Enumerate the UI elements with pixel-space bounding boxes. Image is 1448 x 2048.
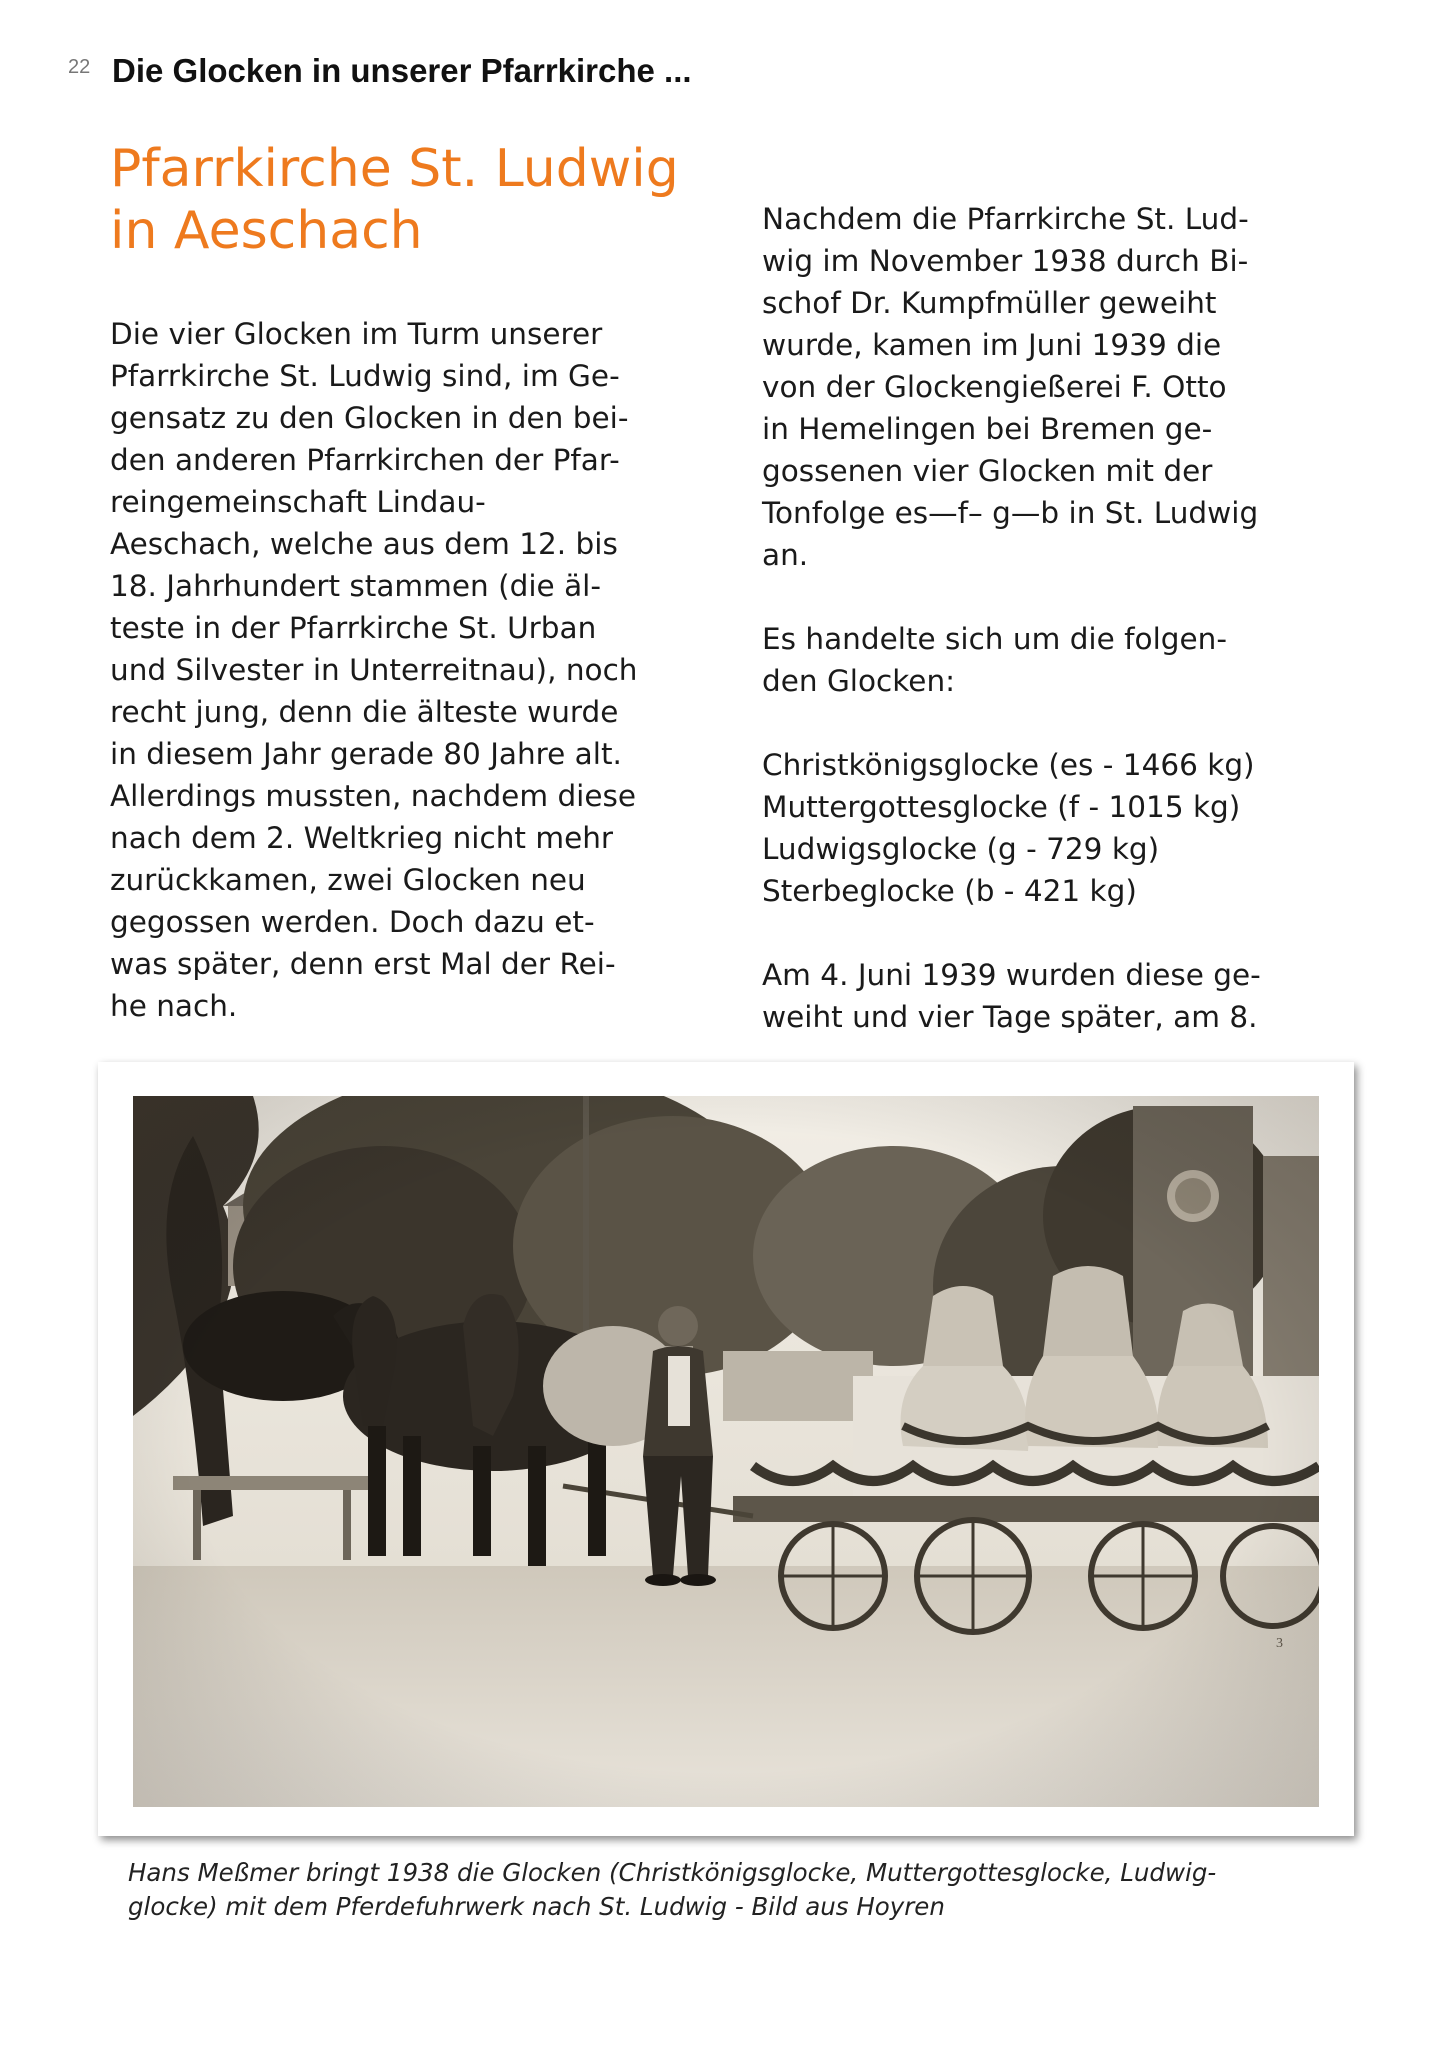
photo-caption [128, 1856, 1328, 1924]
list-intro-paragraph [762, 618, 1362, 702]
text-line: schof Dr. Kumpfmüller geweiht [762, 286, 1217, 320]
text-line: nach dem 2. Weltkrieg nicht mehr [110, 821, 614, 855]
bell-list-item: Muttergottesglocke (f - 1015 kg) [762, 790, 1241, 824]
page-number: 22 [68, 56, 91, 78]
title-line: in Aeschach [110, 201, 423, 261]
text-line: gegossen werden. Doch dazu et- [110, 905, 595, 939]
text-line: Nachdem die Pfarrkirche St. Lud- [762, 202, 1249, 236]
text-line: reingemeinschaft Lindau- [110, 485, 486, 519]
bell-list-item: Ludwigsglocke (g - 729 kg) [762, 832, 1160, 866]
text-line: Aeschach, welche aus dem 12. bis [110, 527, 618, 561]
bell-list-item: Christkönigsglocke (es - 1466 kg) [762, 748, 1255, 782]
title-line: Pfarrkirche St. Ludwig [110, 139, 679, 199]
bell-list [762, 744, 1362, 912]
right-column [762, 198, 1362, 1038]
text-line: 18. Jahrhundert stammen (die äl- [110, 569, 601, 603]
bell-list-item: Sterbeglocke (b - 421 kg) [762, 874, 1137, 908]
text-line: gensatz zu den Glocken in den bei- [110, 401, 629, 435]
closing-paragraph [762, 954, 1362, 1038]
paragraph-gap [762, 576, 1362, 618]
text-line: Es handelte sich um die folgen- [762, 622, 1227, 656]
paragraph-gap [762, 912, 1362, 954]
running-header: Die Glocken in unserer Pfarrkirche ... [112, 52, 692, 89]
text-line: in Hemelingen bei Bremen ge- [762, 412, 1213, 446]
text-line: was später, denn erst Mal der Rei- [110, 947, 616, 981]
text-line: Die vier Glocken im Turm unserer [110, 317, 603, 351]
article-title [110, 138, 750, 262]
intro-paragraph [762, 198, 1362, 576]
text-line: recht jung, denn die älteste wurde [110, 695, 619, 729]
text-line: und Silvester in Unterreitnau), noch [110, 653, 638, 687]
text-line: teste in der Pfarrkirche St. Urban [110, 611, 597, 645]
left-column [110, 313, 710, 1027]
historic-photo [133, 1096, 1319, 1807]
text-line: an. [762, 538, 809, 572]
text-line: zurückkamen, zwei Glocken neu [110, 863, 586, 897]
text-line: wig im November 1938 durch Bi- [762, 244, 1249, 278]
text-line: Tonfolge es—f– g—b in St. Ludwig [762, 496, 1259, 530]
caption-line: glocke) mit dem Pferdefuhrwerk nach St. Ludwig - Bild aus Hoyren [128, 1892, 945, 1921]
text-line: wurde, kamen im Juni 1939 die [762, 328, 1222, 362]
paragraph-gap [762, 702, 1362, 744]
text-line: he nach. [110, 989, 238, 1023]
text-line: von der Glockengießerei F. Otto [762, 370, 1227, 404]
photo-frame [98, 1062, 1354, 1836]
text-line: weiht und vier Tage später, am 8. [762, 1000, 1258, 1034]
text-line: den Glocken: [762, 664, 956, 698]
photo-corner-mark: 3 [1276, 1636, 1283, 1651]
text-line: Pfarrkirche St. Ludwig sind, im Ge- [110, 359, 620, 393]
text-line: den anderen Pfarrkirchen der Pfar- [110, 443, 620, 477]
text-line: Allerdings mussten, nachdem diese [110, 779, 637, 813]
text-line: gossenen vier Glocken mit der [762, 454, 1213, 488]
text-line: in diesem Jahr gerade 80 Jahre alt. [110, 737, 622, 771]
caption-line: Hans Meßmer bringt 1938 die Glocken (Christkönigsglocke, Muttergottesglocke, Ludwig- [128, 1858, 1217, 1887]
text-line: Am 4. Juni 1939 wurden diese ge- [762, 958, 1261, 992]
